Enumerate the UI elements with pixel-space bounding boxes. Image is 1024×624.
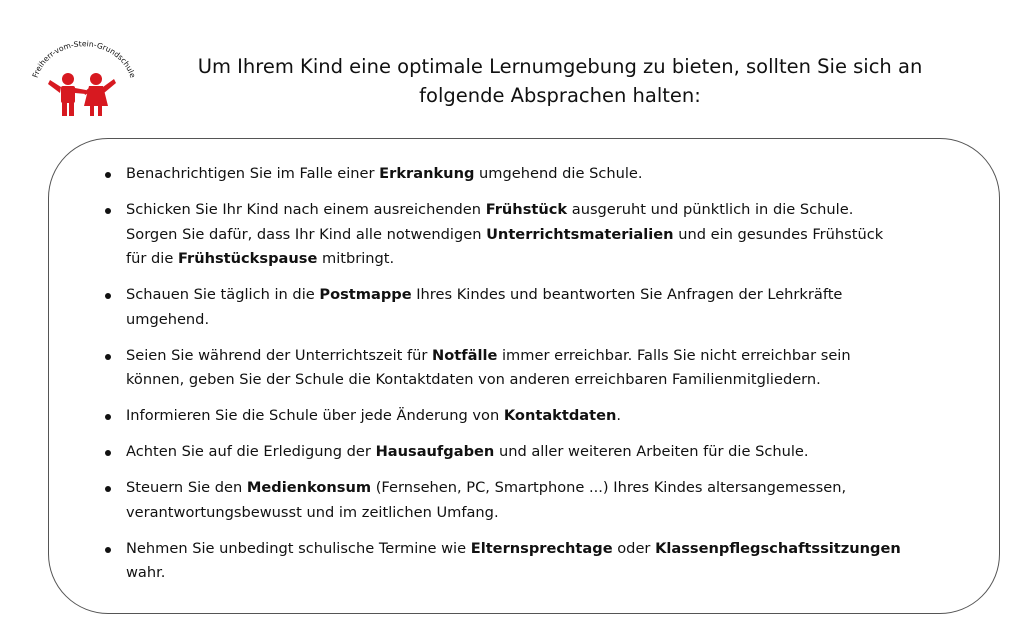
bullet-icon [105, 354, 111, 360]
logo-arc-text: Freiherr-vom-Stein-Grundschule [30, 40, 138, 79]
bullet-icon [105, 414, 111, 420]
heading-line-1: Um Ihrem Kind eine optimale Lernumgebung zu bieten, sollten Sie sich an [197, 55, 923, 78]
bullet-icon [105, 293, 111, 299]
child-figure-left-icon [48, 73, 86, 116]
rule-item: Schauen Sie täglich in die Postmappe Ihres Kindes und beantworten Sie Anfragen der Lehrkräfte umgehend. [100, 283, 940, 332]
rules-list [100, 162, 940, 597]
rule-item: Informieren Sie die Schule über jede Änderung von Kontaktdaten. [100, 404, 940, 429]
rule-item: Achten Sie auf die Erledigung der Hausaufgaben und aller weiteren Arbeiten für die Schule. [100, 440, 940, 465]
bullet-icon [105, 547, 111, 553]
heading-line-2: folgende Absprachen halten: [419, 84, 701, 107]
child-figure-right-icon [84, 73, 116, 116]
bullet-icon [105, 208, 111, 214]
rule-item: Schicken Sie Ihr Kind nach einem ausreichenden Frühstück ausgeruht und pünktlich in die Schule. Sorgen Sie dafür, dass Ihr Kind alle notwendigen Unterrichtsmaterialien und ein gesundes Frühstück für die Frühstückspause mitbringt. [100, 198, 940, 272]
school-logo-graphic [28, 40, 138, 120]
rule-item: Steuern Sie den Medienkonsum (Fernsehen, PC, Smartphone ...) Ihres Kindes altersangemessen, verantwortungsbewusst und im zeitlichen Umfang. [100, 476, 940, 525]
bullet-icon [105, 450, 111, 456]
rule-item: Seien Sie während der Unterrichtszeit für Notfälle immer erreichbar. Falls Sie nicht erreichbar sein können, geben Sie der Schule die Kontaktdaten von anderen erreichbaren Familienmitgliedern. [100, 344, 940, 393]
rule-item: Nehmen Sie unbedingt schulische Termine wie Elternsprechtage oder Klassenpflegschaftssitzungen wahr. [100, 537, 940, 586]
school-logo [28, 40, 138, 120]
rule-item: Benachrichtigen Sie im Falle einer Erkrankung umgehend die Schule. [100, 162, 940, 187]
bullet-icon [105, 172, 111, 178]
page-heading [150, 52, 970, 110]
bullet-icon [105, 486, 111, 492]
